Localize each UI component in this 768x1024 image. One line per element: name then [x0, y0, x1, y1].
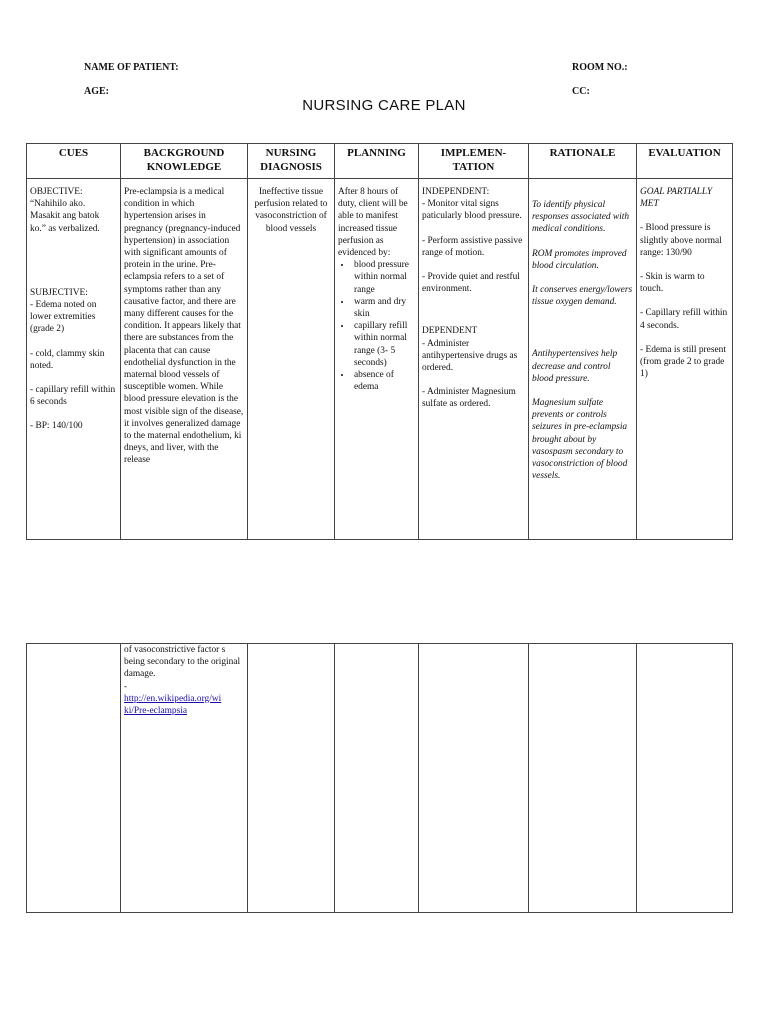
intervention-item: - Provide quiet and restful environment. — [422, 272, 520, 295]
background-text: Pre-eclampsia is a medical condition in which hypertension arises in pregnancy (pregnancy-induced hypertension) in association with significant amounts of protein in the urine. Pre-eclampsia refers to a set of symptoms rather than any causative factor, and there are many different causes for the condition. It appears likely that there are substances from the placenta that can cause endothelial dysfunction in the maternal blood vessels of susceptible women. While blood pressure elevation is the most visible sign of the disease, it involves generalized damage to the maternal endothelium, ki dneys, and liver, with the release — [124, 187, 244, 466]
cue-item: - capillary refill within 6 seconds — [30, 385, 116, 408]
rationale-cell — [529, 179, 637, 540]
table-row — [27, 179, 733, 540]
background-cell — [121, 644, 248, 913]
rationale-item: Magnesium sulfate prevents or controls seizures in pre-eclampsia brought about by vasospasm secondary to vasoconstriction of blood vessels. — [532, 398, 628, 482]
rationale-item: It conserves energy/lowers tissue oxygen demand. — [532, 285, 633, 308]
column-header-evaluation: EVALUATION — [637, 144, 733, 179]
diagnosis-cell — [248, 179, 335, 540]
intervention-item: - Administer Magnesium sulfate as ordered. — [422, 387, 516, 410]
rationale-item: Antihypertensives help decrease and control blood pressure. — [532, 349, 618, 384]
reference-dash: - — [124, 681, 128, 692]
planning-cell — [335, 179, 419, 540]
objective-text: “Nahihilo ako. Masakit ang batok ko.” as verbalized. — [30, 199, 100, 234]
evaluation-item: - Edema is still present (from grade 2 to grade 1) — [640, 344, 726, 380]
table-row — [27, 644, 733, 913]
intervention-item: - Monitor vital signs paticularly blood pressure. — [422, 199, 522, 222]
subjective-label: SUBJECTIVE: — [30, 287, 88, 298]
cues-cell — [27, 644, 121, 913]
implementation-cell — [419, 179, 529, 540]
column-header-implementation: IMPLEMEN-TATION — [419, 144, 529, 179]
diagnosis-text: Ineffective tissue perfusion related to vasoconstriction of blood vessels — [254, 187, 328, 234]
implementation-cell — [419, 644, 529, 913]
list-item: • absence of edema — [352, 369, 415, 393]
evaluation-item: - Blood pressure is slightly above normal range: 130/90 — [640, 223, 722, 258]
care-plan-table — [26, 143, 733, 540]
page-title: NURSING CARE PLAN — [302, 97, 466, 114]
intervention-item: - Perform assistive passive range of motion. — [422, 235, 523, 258]
cues-cell — [27, 179, 121, 540]
rationale-cell — [529, 644, 637, 913]
intervention-item: - Administer antihypertensive drugs as ordered. — [422, 338, 518, 374]
goal-status: GOAL PARTIALLY MET — [640, 187, 713, 210]
care-plan-table-continued — [26, 643, 733, 913]
column-header-planning: PLANNING — [335, 144, 419, 179]
room-number-label: ROOM NO.: — [572, 62, 628, 73]
dependent-label: DEPENDENT — [422, 326, 478, 337]
planning-cell — [335, 644, 419, 913]
column-header-rationale: RATIONALE — [529, 144, 637, 179]
evaluation-item: - Capillary refill within 4 seconds. — [640, 308, 728, 331]
planning-intro: After 8 hours of duty, client will be able to manifest increased tissue perfusion as evidenced by: — [338, 187, 408, 259]
list-item: • blood pressure within normal range — [352, 259, 415, 296]
chief-complaint-label: CC: — [572, 86, 590, 97]
cue-item: - cold, clammy skin noted. — [30, 348, 105, 371]
cue-item: - BP: 140/100 — [30, 421, 83, 432]
criteria-list — [338, 259, 415, 393]
rationale-item: ROM promotes improved blood circulation. — [532, 248, 627, 271]
independent-label: INDEPENDENT: — [422, 187, 490, 197]
rationale-item: To identify physical responses associated with medical conditions. — [532, 200, 630, 235]
cue-item: - Edema noted on lower extremities (grade 2) — [30, 300, 97, 335]
column-header-diagnosis: NURSING DIAGNOSIS — [248, 144, 335, 179]
reference-link[interactable]: http://en.wikipedia.org/wi ki/Pre-eclampsia — [124, 693, 222, 717]
patient-name-label: NAME OF PATIENT: — [84, 62, 179, 73]
list-item: • warm and dry skin — [352, 296, 415, 320]
table-header-row — [27, 144, 733, 179]
evaluation-item: - Skin is warm to touch. — [640, 272, 705, 295]
objective-label: OBJECTIVE: — [30, 187, 83, 197]
list-item: • capillary refill within normal range (3- 5 seconds) — [352, 320, 415, 369]
column-header-background: BACKGROUND KNOWLEDGE — [121, 144, 248, 179]
age-label: AGE: — [84, 86, 109, 97]
background-cell — [121, 179, 248, 540]
diagnosis-cell — [248, 644, 335, 913]
evaluation-cell — [637, 644, 733, 913]
evaluation-cell — [637, 179, 733, 540]
background-continued-text: of vasoconstrictive factor s being secondary to the original damage. — [124, 645, 241, 680]
column-header-cues: CUES — [27, 144, 121, 179]
